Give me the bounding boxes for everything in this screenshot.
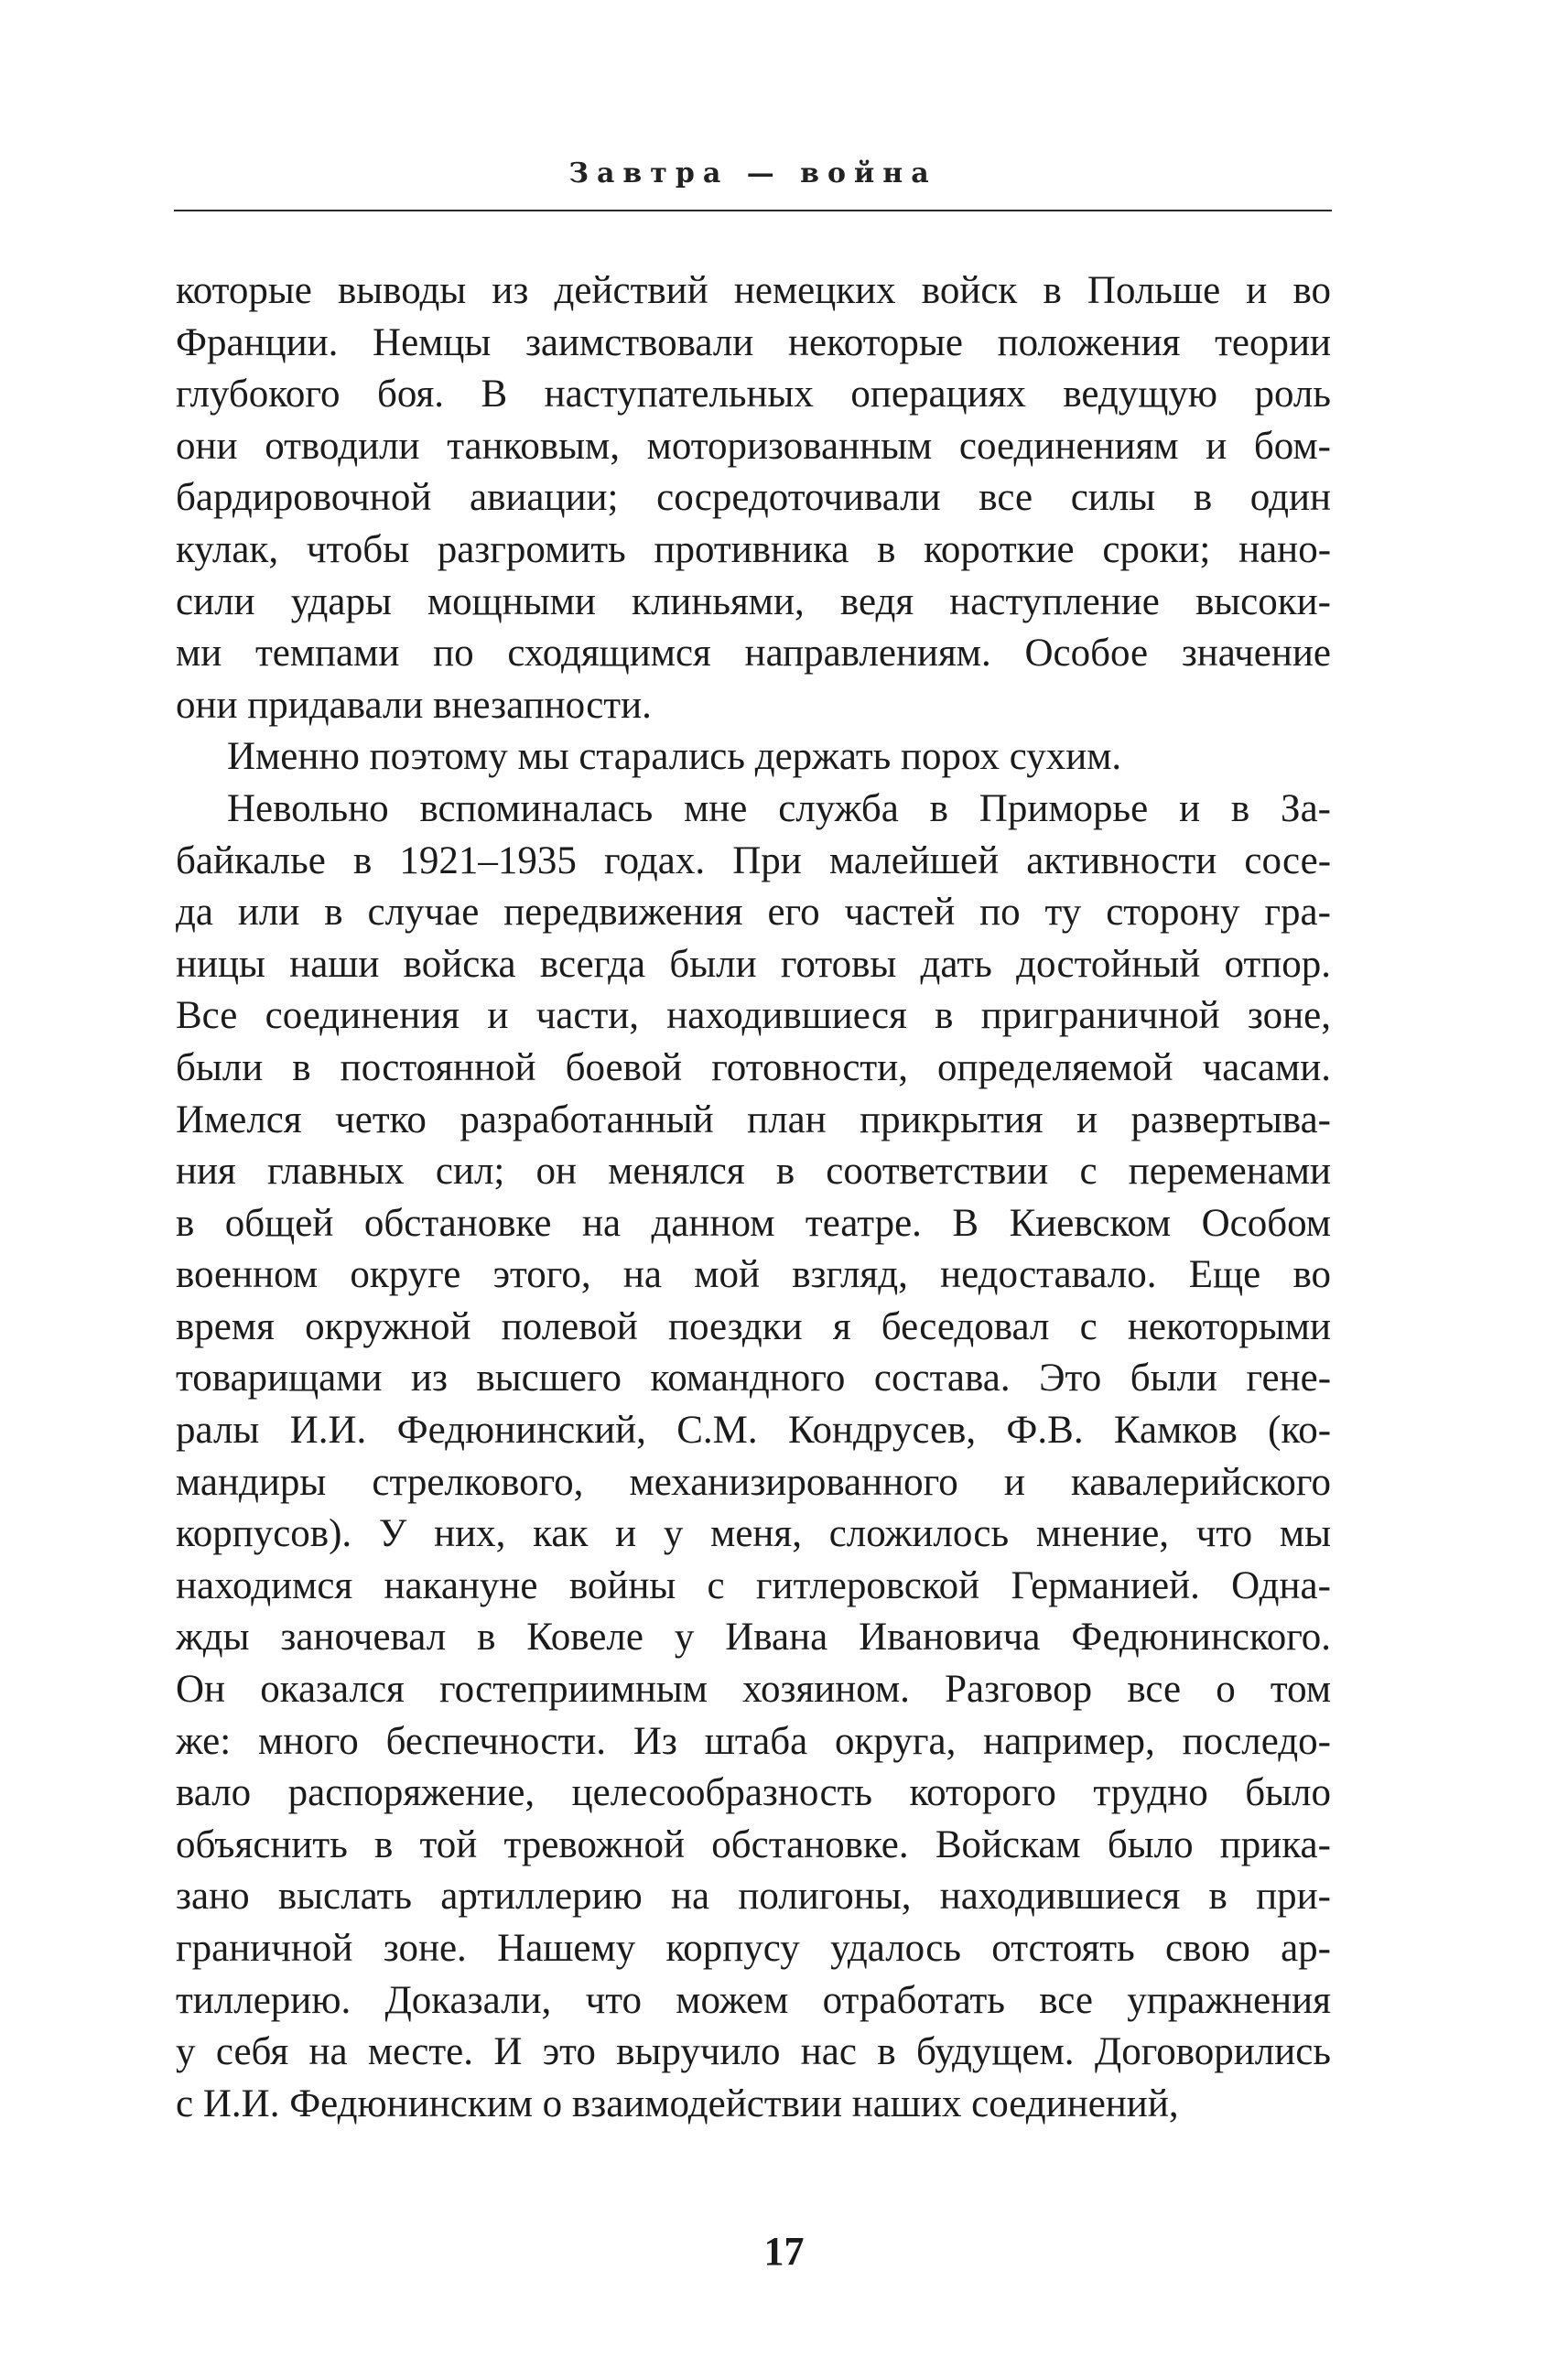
text-line: которые выводы из действий немецких войск в Польше и во	[176, 269, 1331, 312]
text-line: жды заночевал в Ковеле у Ивана Ивановича Федюнинского.	[176, 1616, 1332, 1660]
text-line: байкалье в 1921–1935 годах. При малейшей активности сосе-	[176, 838, 1332, 882]
header-rule	[174, 210, 1332, 211]
text-line: же: много беспечности. Из штаба округа, например, последо-	[176, 1719, 1331, 1763]
text-line: тиллерию. Доказали, что можем отработать все упражнения	[176, 1978, 1331, 2022]
text-line: бардировочной авиации; сосредоточивали все силы в один	[176, 476, 1331, 520]
text-line: кулак, чтобы разгромить противника в короткие сроки; нано-	[176, 527, 1332, 571]
text-line: ми темпами по сходящимся направлениям. Особое значение	[176, 632, 1331, 676]
text-line: они отводили танковым, моторизованным соединениям и бом-	[176, 424, 1331, 468]
page-number: 17	[763, 2229, 805, 2274]
text-line: Именно поэтому мы старались держать порох сухим.	[227, 735, 1122, 779]
text-line: Имелся четко разработанный план прикрытия и развертыва-	[176, 1098, 1331, 1141]
text-line: глубокого боя. В наступательных операциях ведущую роль	[176, 373, 1331, 416]
text-line: объяснить в той тревожной обстановке. Войскам было прика-	[176, 1822, 1331, 1866]
text-line: Он оказался гостеприимным хозяином. Разговор все о том	[176, 1668, 1332, 1712]
text-line: в общей обстановке на данном театре. В Киевском Особом	[176, 1201, 1332, 1245]
running-head: Завтра — война	[568, 157, 937, 189]
text-line: ралы И.И. Федюнинский, С.М. Кондрусев, Ф.В. Камков (ко-	[176, 1409, 1332, 1453]
text-line: ницы наши войска всегда были готовы дать достойный отпор.	[176, 942, 1332, 986]
text-line: вало распоряжение, целесообразность которого трудно было	[176, 1771, 1332, 1815]
text-line: были в постоянной боевой готовности, определяемой часами.	[176, 1045, 1332, 1089]
text-line: сили удары мощными клиньями, ведя наступление высоки-	[176, 579, 1331, 623]
text-line: Невольно вспоминалась мне служба в Приморье и в За-	[227, 786, 1331, 830]
text-line: зано выслать артиллерию на полигоны, находившиеся в при-	[176, 1875, 1331, 1919]
text-line: с И.И. Федюнинским о взаимодействии наших соединений,	[176, 2082, 1179, 2125]
body-text	[176, 265, 1331, 2130]
text-line: находимся накануне войны с гитлеровской Германией. Одна-	[176, 1563, 1331, 1607]
text-line: мандиры стрелкового, механизированного и кавалерийского	[176, 1460, 1331, 1504]
text-line: они придавали внезапности.	[176, 683, 652, 727]
text-line: Франции. Немцы заимствовали некоторые положения теории	[176, 320, 1332, 364]
text-line: время окружной полевой поездки я беседовал с некоторыми	[176, 1304, 1331, 1348]
text-line: граничной зоне. Нашему корпусу удалось отстоять свою ар-	[176, 1927, 1331, 1970]
text-line: у себя на месте. И это выручило нас в будущем. Договорились	[176, 2030, 1331, 2074]
text-line: Все соединения и части, находившиеся в приграничной зоне,	[176, 994, 1331, 1038]
text-line: товарищами из высшего командного состава. Это были гене-	[176, 1357, 1332, 1400]
text-line: военном округе этого, на мой взгляд, недоставало. Еще во	[176, 1253, 1332, 1297]
text-line: да или в случае передвижения его частей по ту сторону гра-	[176, 891, 1331, 935]
text-line: ния главных сил; он менялся в соответствии с переменами	[176, 1150, 1332, 1194]
text-line: корпусов). У них, как и у меня, сложилось мнение, что мы	[176, 1512, 1331, 1556]
